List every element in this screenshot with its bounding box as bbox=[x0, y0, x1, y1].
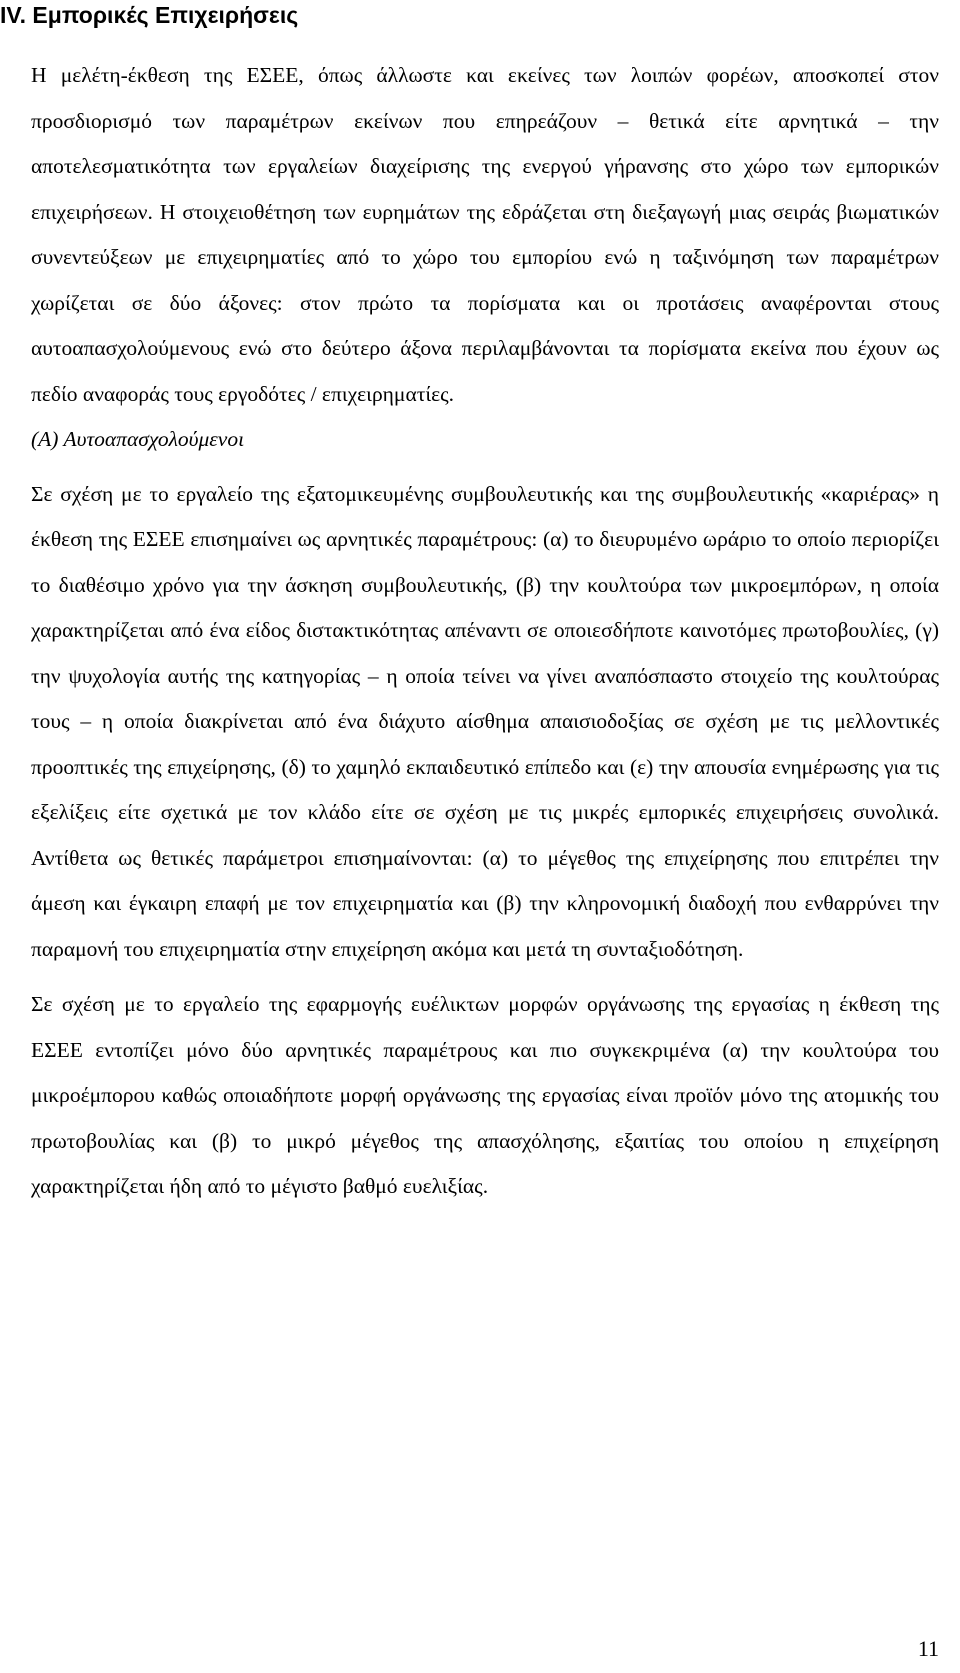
paragraph-intro: Η μελέτη-έκθεση της ΕΣΕΕ, όπως άλλωστε και εκείνες των λοιπών φορέων, αποσκοπεί στον προσδιορισμό των παραμέτρων εκείνων που επηρεάζουν – θετικά είτε αρνητικά – την αποτελεσματικότητα των εργαλείων διαχείρισης της ενεργού γήρανσης στο χώρο των εμπορικών επιχειρήσεων. Η στοιχειοθέτηση των ευρημάτων της εδράζεται στη διεξαγωγή μιας σειράς βιωματικών συνεντεύξεων με επιχειρηματίες από το χώρο του εμπορίου ενώ η ταξινόμηση των παραμέτρων χωρίζεται σε δύο άξονες: στον πρώτο τα πορίσματα και οι προτάσεις αναφέρονται στους αυτοαπασχολούμενους ενώ στο δεύτερο άξονα περιλαμβάνονται τα πορίσματα εκείνα που έχουν ως πεδίο αναφοράς τους εργοδότες / επιχειρηματίες. bbox=[31, 63, 939, 406]
page-number: 11 bbox=[917, 1636, 939, 1661]
document-body bbox=[31, 53, 939, 1210]
subheading-self-employed: (Α) Αυτοαπασχολούμενοι bbox=[31, 427, 245, 451]
paragraph-counselling: Σε σχέση με το εργαλείο της εξατομικευμένης συμβουλευτικής και της συμβουλευτικής «καριέρας» η έκθεση της ΕΣΕΕ επισημαίνει ως αρνητικές παραμέτρους: (α) το διευρυμένο ωράριο το οποίο περιορίζει το διαθέσιμο χρόνο για την άσκηση συμβουλευτικής, (β) την κουλτούρα των μικροεμπόρων, η οποία χαρακτηρίζεται από ένα είδος διστακτικότητας απέναντι σε οποιεσδήποτε καινοτόμες πρωτοβουλίες, (γ) την ψυχολογία αυτής της κατηγορίας – η οποία τείνει να γίνει αναπόσπαστο στοιχείο της κουλτούρας τους – η οποία διακρίνεται από ένα διάχυτο αίσθημα απαισιοδοξίας σε σχέση με τις μελλοντικές προοπτικές της επιχείρησης, (δ) το χαμηλό εκπαιδευτικό επίπεδο και (ε) την απουσία ενημέρωσης για τις εξελίξεις είτε σχετικά με τον κλάδο είτε σε σχέση με τις μικρές εμπορικές επιχειρήσεις συνολικά. Αντίθετα ως θετικές παράμετροι επισημαίνονται: (α) το μέγεθος της επιχείρησης που επιτρέπει την άμεση και έγκαιρη επαφή με τον επιχειρηματία και (β) την κληρονομική διαδοχή που ενθαρρύνει την παραμονή του επιχειρηματία στην επιχείρηση ακόμα και μετά τη συνταξιοδότηση. bbox=[31, 481, 939, 961]
paragraph-flexible-work: Σε σχέση με το εργαλείο της εφαρμογής ευέλικτων μορφών οργάνωσης της εργασίας η έκθεση της ΕΣΕΕ εντοπίζει μόνο δύο αρνητικές παραμέτρους και πιο συγκεκριμένα (α) την κουλτούρα του μικροέμπορου καθώς οποιαδήποτε μορφή οργάνωσης της εργασίας είναι προϊόν μόνο της ατομικής του πρωτοβουλίας και (β) το μικρό μέγεθος της απασχόλησης, εξαιτίας του οποίου η επιχείρηση χαρακτηρίζεται ήδη από το μέγιστο βαθμό ευελιξίας. bbox=[31, 992, 939, 1198]
section-heading: IV. Εμπορικές Επιχειρήσεις bbox=[0, 2, 299, 28]
